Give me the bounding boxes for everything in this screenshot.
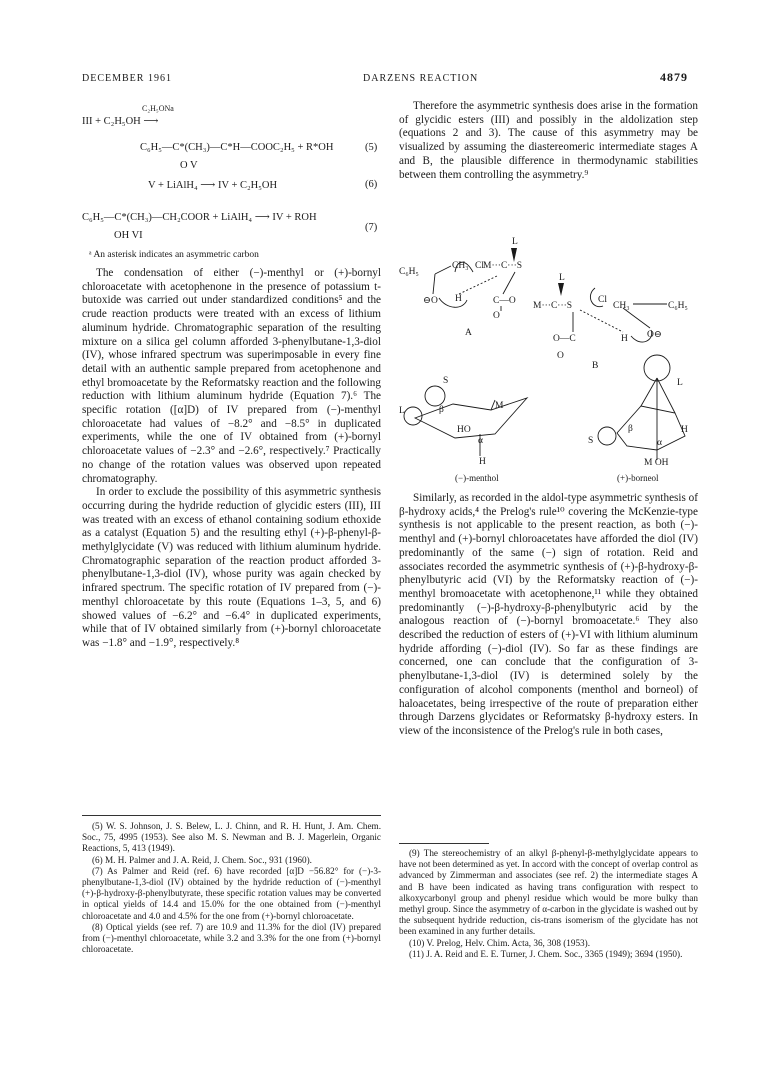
label: Cl bbox=[598, 295, 607, 305]
bond bbox=[435, 266, 451, 274]
label: M···C···S bbox=[533, 301, 573, 311]
eq7: C₆H₅—C*(CH₃)—CH₂COOR + LiAlH₄ ⟶ IV + ROH bbox=[82, 212, 317, 223]
label: H bbox=[681, 425, 688, 435]
label: A bbox=[465, 328, 472, 338]
label: S bbox=[443, 376, 449, 386]
label: H bbox=[455, 294, 462, 304]
label: C₆H₅ bbox=[399, 267, 419, 277]
right-column-top bbox=[399, 100, 698, 182]
footnote: (6) M. H. Palmer and J. A. Reid, J. Chem. Soc., 931 (1960). bbox=[92, 854, 312, 865]
eq5: C₆H₅—C*(CH₃)—C*H—COOC₂H₅ + R*OH bbox=[140, 142, 334, 153]
footnote: (10) V. Prelog, Helv. Chim. Acta, 36, 308 (1953). bbox=[409, 937, 591, 948]
label: C—O bbox=[493, 296, 516, 306]
label: L bbox=[512, 237, 518, 247]
bond-wedge bbox=[558, 283, 564, 296]
bond-wedge bbox=[511, 248, 517, 262]
label: L bbox=[677, 378, 683, 388]
eq5-number: (5) bbox=[365, 142, 378, 153]
footnote: (9) The stereochemistry of an alkyl β-phenyl-β-methylglycidate appears to have not been determined as yet. In accord with the concept of overlap control as advanced by Zimmerman and associates (see ref. 2) the intermediate stages A and B have been indicated as having trans configuration with respect to alkoxycarbonyl group and phenyl residue which would be more bulky than methyl group. Since the asymmetry of α-carbon in the glycidate is washed out by the subsequent hydride reduction, cis-trans isomerism of the glycidate has not been examined in any further details. bbox=[399, 848, 698, 937]
left-footnotes bbox=[82, 821, 381, 955]
label: L bbox=[559, 273, 565, 283]
left-column-text bbox=[82, 267, 381, 651]
menthol-ring bbox=[415, 398, 527, 438]
paragraph: The condensation of either (−)-menthyl or (+)-bornyl chloroacetate with acetophenone in the presence of potassium t-butoxide was carried out under standardized conditions⁵ and the crude reaction products were treated with an excess of lithium aluminum hydride. Chromatographic separation of the resulting mixture on a silica gel column afforded 3-phenylbutane-1,3-diol (IV), whose infrared spectrum was superimposable in every fine detail with an authentic sample prepared from acetophenone and ethyl bromoacetate by the Reformatsky reaction and the following reduction with lithium aluminum hydride (Equation 7).⁶ The specific rotation ([α]D) of IV prepared from (−)-menthyl chloroacetate had values of −8.2° and −8.5° in duplicated experiments, while the one of IV obtained from (+)-bornyl chloroacetate values of −2.3° and −2.6°, respectively.⁷ Practically no change of the rotation values was observed upon repeated chromatography. bbox=[82, 267, 381, 485]
paragraph: In order to exclude the possibility of this asymmetric synthesis occurring during the hydride reduction of glycidic esters (III), III was treated with an excess of ethanol containing sodium ethoxide as a catalyst (Equation 5) and the resulting ethyl (+)-β-phenyl-β-methylglycidate (V) was reduced with lithium aluminum hydride. Chromatographic separation of the reaction product afforded 3-phenylbutane-1,3-diol (IV), whose purity was again checked by infrared spectrum. The specific rotation of IV prepared from (−)-menthyl chloroacetate by this route (Equations 1–3, 5, and 6) showed values of −6.2° and −6.4° in duplicated experiments, while that of IV obtained similarly from (+)-bornyl chloroacetate was −1.8° and −1.9°, respectively.⁸ bbox=[82, 486, 381, 649]
label: H bbox=[621, 334, 628, 344]
eq5-sub: O V bbox=[180, 160, 198, 171]
bond bbox=[657, 378, 675, 413]
header-left: DECEMBER 1961 bbox=[82, 73, 172, 84]
footnote: (5) W. S. Johnson, J. S. Belew, L. J. Chinn, and R. H. Hunt, J. Am. Chem. Soc., 75, 4995 (1953). See also M. S. Newman and B. J. Magerlein, Organic Reactions, 5, 413 (1949). bbox=[82, 821, 381, 854]
label: CH₃ bbox=[613, 301, 630, 311]
label: CH₃ bbox=[452, 261, 469, 271]
right-footnotes bbox=[399, 848, 698, 960]
page-number: 4879 bbox=[660, 70, 688, 84]
borneol-gem bbox=[644, 355, 670, 381]
label: HO bbox=[457, 425, 471, 435]
footnote-rule-right bbox=[399, 843, 489, 844]
eq4-catalyst: C₂H₅ONa bbox=[142, 104, 174, 113]
footnote-rule-left bbox=[82, 815, 381, 816]
label: (+)-borneol bbox=[617, 473, 659, 483]
footnote: (7) As Palmer and Reid (ref. 6) have recorded [α]D −56.82° for (−)-3-phenylbutane-1,3-diol (IV) obtained by the hydride reduction of (−)-menthyl (+)-β-hydroxy-β-phenylbutyrate, these specific rotation values may be converted in optical yields of 14.4 and 15.0% for the one obtained from (−)-menthyl chloroacetate and 4.0 and 4.5% for the one from (+)-bornyl chloroacetate. bbox=[82, 865, 381, 921]
eq4: III + C₂H₅OH ⟶ bbox=[82, 116, 159, 127]
bond bbox=[503, 272, 515, 294]
label: Cl bbox=[475, 261, 484, 271]
label: O⊖ bbox=[647, 330, 662, 340]
bond bbox=[641, 378, 657, 406]
label: α bbox=[657, 438, 662, 448]
eq7-number: (7) bbox=[365, 222, 378, 233]
label: M···C···S bbox=[483, 261, 523, 271]
stereochemistry-figure bbox=[395, 228, 700, 488]
arrow-curve bbox=[439, 298, 467, 307]
label: L bbox=[399, 406, 405, 416]
asterisk-note: ᵃ An asterisk indicates an asymmetric carbon bbox=[89, 250, 259, 260]
bond bbox=[433, 274, 435, 294]
label: O—C bbox=[553, 334, 576, 344]
right-column-text bbox=[399, 492, 698, 739]
bond-dotted bbox=[459, 276, 497, 294]
bond bbox=[623, 308, 650, 328]
label: ⊖O bbox=[423, 296, 438, 306]
footnote: (8) Optical yields (see ref. 7) are 10.9 and 11.3% for the diol (IV) prepared from (−)-menthyl chloroacetate, while 3.2 and 3.3% for the one from (+)-bornyl chloroacetate. bbox=[82, 921, 381, 955]
label: β bbox=[439, 405, 444, 415]
label: S bbox=[588, 436, 594, 446]
label: β bbox=[628, 424, 633, 434]
menthol-isopropyl bbox=[425, 386, 445, 406]
eq6-number: (6) bbox=[365, 179, 378, 190]
label: C₆H₅ bbox=[668, 301, 688, 311]
label: (−)-menthol bbox=[455, 473, 499, 483]
eq6: V + LiAlH₄ ⟶ IV + C₂H₅OH bbox=[148, 180, 278, 191]
label: α bbox=[478, 436, 483, 446]
footnote: (11) J. A. Reid and E. E. Turner, J. Chem. Soc., 3365 (1949); 3694 (1950). bbox=[409, 948, 683, 959]
paragraph: Similarly, as recorded in the aldol-type asymmetric synthesis of β-hydroxy acids,⁴ the Prelog's rule¹⁰ covering the McKenzie-type synthesis is not applicable to the present reaction, as both (−)-menthyl and (+)-bornyl chloroacetates have afforded the diol (IV) predominantly of the same (−) sign of rotation. Reid and associates recorded the asymmetric synthesis of (+)-β-hydroxy-β-phenylbutyric acid (VI) by the Reformatsky reaction of (−)-menthyl bromoacetate with acetophenone,¹¹ while they obtained predominantly (−)-β-hydroxy-β-phenylbutyric acid by the analogous reaction of (−)-bornyl bromoacetate.⁶ They also described the reduction of esters of (+)-VI with lithium aluminum hydride affording (−)-diol (IV). So far as these findings are concerned, one can conclude that the configuration of 3-phenylbutane-1,3-diol (IV) is determined solely by the configuration of alcohol components (menthol and borneol) of haloacetates, being irrespective of the route of preparation either through Darzens glycidates or Reformatsky β-hydroxy esters. In view of the inconsistence of the Prelog's rule in both cases, bbox=[399, 492, 698, 737]
label: M bbox=[495, 401, 504, 411]
header-center: DARZENS REACTION bbox=[363, 73, 479, 84]
label: O bbox=[557, 351, 564, 361]
borneol-methyl bbox=[598, 427, 616, 445]
label: O bbox=[493, 311, 500, 321]
eq7-sub: OH VI bbox=[114, 230, 143, 241]
label: H bbox=[479, 457, 486, 467]
label: B bbox=[592, 361, 599, 371]
label: M OH bbox=[644, 458, 669, 468]
paragraph: Therefore the asymmetric synthesis does arise in the formation of glycidic esters (III) and possibly in the aldolization step (equations 2 and 3). The cause of this asymmetry may be visualized by assuming the diastereomeric intermediate stages A and B, the plausible difference in thermodynamic stabilities between them controlling the asymmetry.⁹ bbox=[399, 100, 698, 181]
bond-dotted bbox=[580, 310, 623, 332]
